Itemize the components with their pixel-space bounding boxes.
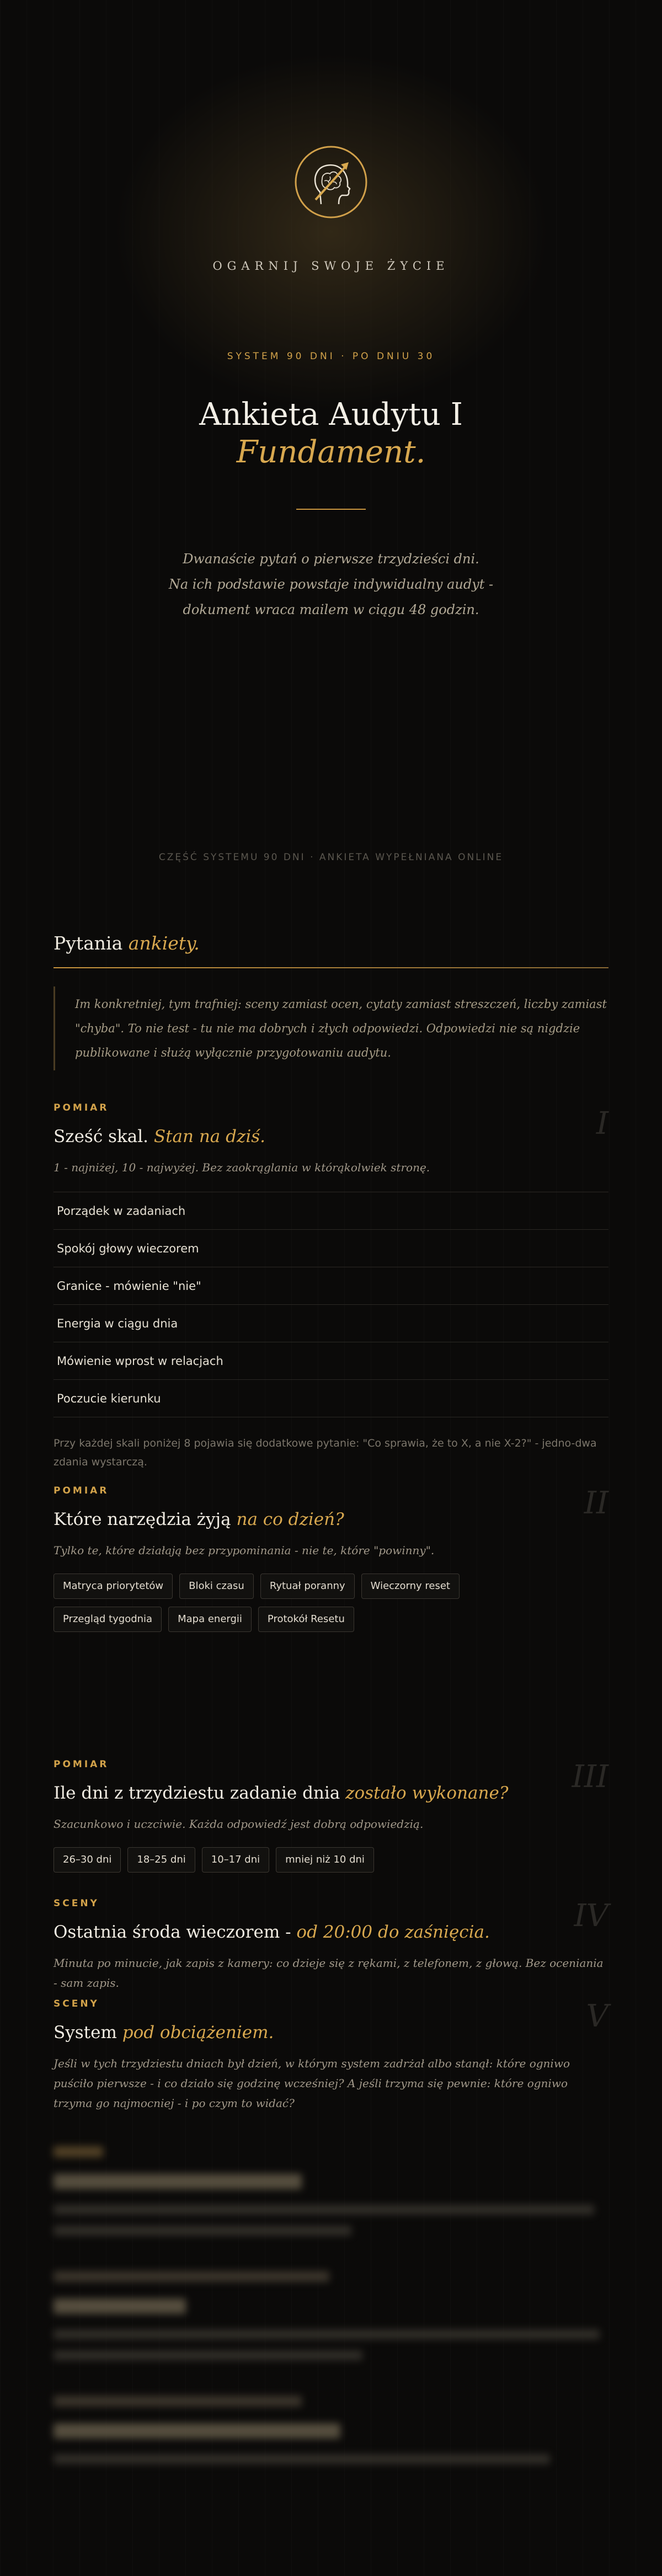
questions-heading-text: Pytania	[54, 932, 123, 954]
blurred-locked-content	[0, 2130, 662, 2576]
option-chip[interactable]: 26–30 dni	[54, 1847, 121, 1873]
question-title-text: Które narzędzia żyją	[54, 1510, 231, 1529]
blur-bar	[54, 2329, 600, 2339]
option-chip[interactable]: 10–17 dni	[202, 1847, 269, 1873]
intro-note: Im konkretniej, tym trafniej: sceny zamiast ocen, cytaty zamiast streszczeń, liczby zamiast "chyba". To nie test - tu nie ma dobrych i złych odpowiedzi. Odpowiedzi nie są nigdzie publikowane i służą wyłącznie przygotowaniu audytu.	[54, 986, 608, 1070]
option-chip[interactable]: 18–25 dni	[127, 1847, 195, 1873]
question-5	[54, 1998, 608, 2113]
scale-row[interactable]: Granice - mówienie "nie"	[54, 1267, 608, 1305]
scale-list	[54, 1192, 608, 1417]
question-2	[54, 1485, 608, 1632]
question-number: II	[584, 1485, 608, 1521]
question-title	[54, 1508, 608, 1530]
blur-bar	[54, 2226, 351, 2236]
question-tag: POMIAR	[54, 1102, 109, 1113]
option-chip[interactable]: Przegląd tygodnia	[54, 1607, 162, 1632]
question-title-text: Ile dni z trzydziestu zadanie dnia	[54, 1783, 340, 1803]
option-chip[interactable]: Rytuał poranny	[260, 1574, 355, 1599]
question-subtitle: 1 - najniżej, 10 - najwyżej. Bez zaokrąglania w którąkolwiek stronę.	[54, 1161, 430, 1174]
question-subtitle: Szacunkowo i uczciwie. Każda odpowiedź jest dobrą odpowiedzią.	[54, 1817, 424, 1831]
question-title	[54, 1126, 608, 1148]
option-chip[interactable]: Matryca priorytetów	[54, 1574, 173, 1599]
question-title-em: pod obciążeniem.	[122, 2023, 274, 2042]
scale-row[interactable]: Spokój głowy wieczorem	[54, 1230, 608, 1267]
option-chip[interactable]: Bloki czasu	[179, 1574, 254, 1599]
question-number: V	[586, 1998, 608, 2034]
days-options	[54, 1847, 506, 1873]
questions-heading-em: ankiety.	[128, 932, 200, 954]
option-chip[interactable]: Mapa energii	[168, 1607, 252, 1632]
page-title-line2: Fundament.	[236, 434, 426, 470]
option-chip[interactable]: Wieczorny reset	[361, 1574, 460, 1599]
option-chip[interactable]: Protokół Resetu	[258, 1607, 354, 1632]
scale-row[interactable]: Porządek w zadaniach	[54, 1192, 608, 1230]
question-3	[54, 1759, 608, 1873]
questions-heading	[54, 932, 200, 954]
blur-bar	[54, 2350, 362, 2360]
blur-bar	[54, 2396, 302, 2407]
question-number: III	[572, 1759, 608, 1795]
question-tag: POMIAR	[54, 1759, 109, 1770]
brand-name: OGARNIJ SWOJE ŻYCIE	[212, 259, 450, 273]
hero-lead	[166, 546, 496, 622]
question-title-text: System	[54, 2023, 117, 2042]
title-divider	[296, 509, 366, 510]
question-title	[54, 2022, 608, 2044]
question-subtitle: Minuta po minucie, jak zapis z kamery: co dzieje się z rękami, z telefonem, z głową. Bez oceniania - sam zapis.	[54, 1956, 604, 1990]
question-title-em: na co dzień?	[236, 1510, 344, 1529]
head-brain-arrow-logo-icon	[293, 145, 369, 220]
scale-row[interactable]: Mówienie wprost w relacjach	[54, 1342, 608, 1380]
question-number: IV	[574, 1898, 608, 1934]
tool-options	[54, 1574, 506, 1632]
question-title-text: Ostatnia środa wieczorem -	[54, 1922, 291, 1942]
blur-bar	[54, 2454, 550, 2464]
question-subtitle: Jeśli w tych trzydziestu dniach był dzień, w którym system zadrżał albo stanął: które ogniwo puściło pierwsze - i co działo się godzinę wcześniej? A jeśli trzyma się pewnie: które ogniwo trzyma go najmocniej - i po czym to widać?	[54, 2057, 570, 2110]
hero-lead-line: dokument wraca mailem w ciągu 48 godzin.	[183, 602, 479, 617]
option-chip[interactable]: mniej niż 10 dni	[276, 1847, 374, 1873]
scale-footnote: Przy każdej skali poniżej 8 pojawia się dodatkowe pytanie: "Co sprawia, że to X, a nie X-2?" - jedno-dwa zdania wystarczą.	[54, 1437, 597, 1468]
blur-bar	[54, 2174, 302, 2189]
section-label: CZĘŚĆ SYSTEMU 90 DNI · ANKIETA WYPEŁNIANA ONLINE	[158, 852, 504, 863]
scale-row[interactable]: Poczucie kierunku	[54, 1380, 608, 1417]
question-title-em: zostało wykonane?	[345, 1783, 509, 1803]
question-number: I	[596, 1106, 608, 1142]
question-tag: POMIAR	[54, 1485, 109, 1496]
blur-bar	[54, 2271, 329, 2282]
question-1	[54, 1102, 608, 1471]
question-title	[54, 1782, 608, 1804]
blur-bar	[54, 2298, 186, 2314]
hero-lead-line: Na ich podstawie powstaje indywidualny audyt -	[168, 577, 494, 592]
question-subtitle: Tylko te, które działają bez przypominania - nie te, które "powinny".	[54, 1544, 435, 1557]
question-title-em: od 20:00 do zaśnięcia.	[296, 1922, 490, 1942]
page-title-line1: Ankieta Audytu I	[199, 397, 463, 433]
question-tag: SCENY	[54, 1898, 99, 1909]
blur-bar	[54, 2205, 594, 2215]
page-title	[0, 396, 662, 471]
hero-lead-line: Dwanaście pytań o pierwsze trzydzieści dni.	[183, 551, 479, 567]
heading-divider	[54, 967, 608, 968]
question-title-em: Stan na dziś.	[153, 1127, 265, 1146]
hero-kicker: SYSTEM 90 DNI · PO DNIU 30	[227, 351, 435, 362]
blur-bar	[54, 2423, 340, 2439]
question-4	[54, 1898, 608, 1993]
question-title	[54, 1921, 608, 1943]
question-title-text: Sześć skal.	[54, 1127, 148, 1146]
question-tag: SCENY	[54, 1998, 99, 2009]
scale-row[interactable]: Energia w ciągu dnia	[54, 1305, 608, 1342]
blur-bar	[54, 2146, 103, 2157]
